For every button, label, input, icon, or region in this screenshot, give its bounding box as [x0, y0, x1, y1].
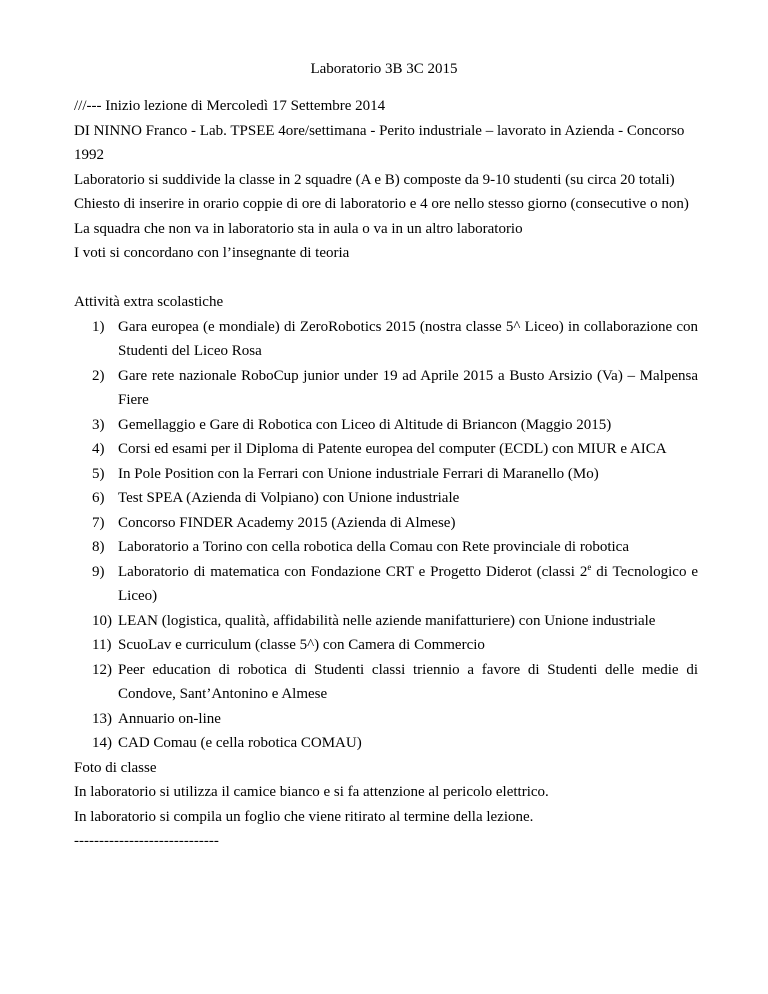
item-text: In Pole Position con la Ferrari con Unione industriale Ferrari di Maranello (Mo): [118, 465, 599, 482]
item-text: Corsi ed esami per il Diploma di Patente europea del computer (ECDL) con MIUR e AICA: [118, 441, 667, 457]
document-title: Laboratorio 3B 3C 2015: [310, 61, 458, 77]
item-number: 10): [92, 612, 112, 629]
closing-line: Foto di classe: [74, 759, 157, 776]
intro-line: Laboratorio si suddivide la classe in 2 squadre (A e B) composte da 9-10 studenti (su circa 20 totali): [74, 171, 675, 188]
item-text: Gare rete nazionale RoboCup junior under 19 ad Aprile 2015 a Busto Arsizio (Va) – Malpensa Fiere: [118, 367, 698, 408]
list-item: [74, 511, 698, 536]
list-item: [74, 413, 698, 438]
item-number: 2): [92, 367, 105, 384]
item-number: 14): [92, 735, 112, 751]
item-number: 5): [92, 465, 105, 482]
item-number: 13): [92, 710, 112, 727]
section-heading: Attività extra scolastiche: [74, 294, 224, 310]
item-text: Gemellaggio e Gare di Robotica con Liceo di Altitude di Briancon (Maggio 2015): [118, 416, 612, 433]
item-text: CAD Comau (e cella robotica COMAU): [118, 735, 362, 751]
list-item: [74, 462, 698, 487]
item-number: 1): [92, 318, 105, 335]
document-body: [74, 94, 698, 854]
item-text: Annuario on-line: [118, 710, 221, 727]
list-item: [74, 707, 698, 732]
list-item: [74, 437, 698, 462]
list-item: [74, 535, 698, 560]
list-item: [74, 364, 698, 413]
list-item: [74, 633, 698, 658]
item-text: Test SPEA (Azienda di Volpiano) con Unione industriale: [118, 490, 460, 506]
item-number: 3): [92, 416, 105, 433]
list-item: [74, 658, 698, 707]
intro-line: DI NINNO Franco - Lab. TPSEE 4ore/settimana - Perito industriale – lavorato in Azienda - Concorso 1992: [74, 122, 685, 163]
activities-list: [74, 315, 698, 756]
item-text: ScuoLav e curriculum (classe 5^) con Camera di Commercio: [118, 637, 485, 653]
item-text: Peer education di robotica di Studenti classi triennio a favore di Studenti delle medie di Condove, Sant’Antonino e Almese: [118, 661, 698, 702]
item-number: 12): [92, 661, 112, 678]
list-item: [74, 486, 698, 511]
list-item: [74, 731, 698, 756]
item-text: di Tecnologico e Liceo): [118, 563, 698, 604]
item-number: 7): [92, 514, 105, 531]
item-number: 6): [92, 490, 105, 506]
closing-line: In laboratorio si compila un foglio che viene ritirato al termine della lezione.: [74, 808, 534, 825]
intro-line: ///--- Inizio lezione di Mercoledì 17 Settembre 2014: [74, 98, 386, 114]
intro-line: La squadra che non va in laboratorio sta in aula o va in un altro laboratorio: [74, 220, 523, 237]
item-text: Gara europea (e mondiale) di ZeroRobotics 2015 (nostra classe 5^ Liceo) in collaborazione con Studenti del Liceo Rosa: [118, 318, 698, 359]
list-item: [74, 609, 698, 634]
item-text: LEAN (logistica, qualità, affidabilità nelle aziende manifatturiere) con Unione industriale: [118, 612, 656, 629]
separator-line: -----------------------------: [74, 833, 219, 849]
intro-line: Chiesto di inserire in orario coppie di ore di laboratorio e 4 ore nello stesso giorno (consecutive o non): [74, 196, 689, 212]
list-item: [74, 315, 698, 364]
item-number: 9): [92, 563, 105, 580]
blank-line: [74, 266, 698, 291]
item-number: 4): [92, 441, 105, 457]
item-text: Laboratorio a Torino con cella robotica della Comau con Rete provinciale di robotica: [118, 539, 629, 555]
list-item: [74, 560, 698, 609]
item-number: 11): [92, 637, 112, 653]
item-number: 8): [92, 539, 105, 555]
item-text: Laboratorio di matematica con Fondazione CRT e Progetto Diderot (classi 2: [118, 563, 588, 580]
superscript: e: [587, 561, 592, 572]
intro-line: I voti si concordano con l’insegnante di teoria: [74, 245, 350, 261]
item-text: Concorso FINDER Academy 2015 (Azienda di Almese): [118, 514, 456, 531]
closing-line: In laboratorio si utilizza il camice bianco e si fa attenzione al pericolo elettrico.: [74, 784, 549, 800]
